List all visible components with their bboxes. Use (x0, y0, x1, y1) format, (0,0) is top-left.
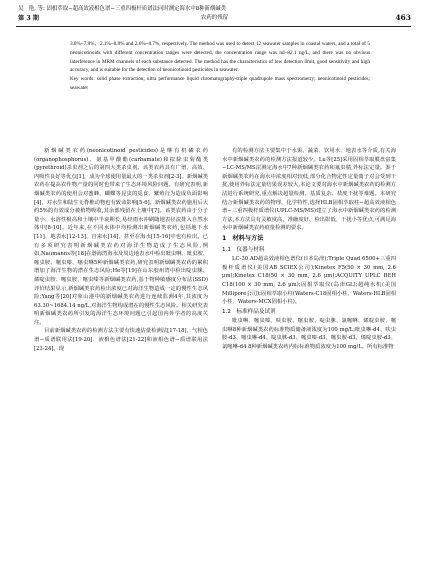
page-number: 463 (395, 13, 411, 22)
methods-review-paragraph: 目前新烟碱类农药的检测方法主要有快速估量检测法[17-18]、气相色谱−质谱联用法[19-20]、液相色谱法[21-22]和液相色谱−质谱联用法[23-24]。现 (34, 328, 208, 352)
subsection-heading-instruments: 1.1 仪器与材料 (222, 246, 265, 253)
abstract-keywords: Key words: solid phase extraction; ultra performance liquid chromatography-triple quadrupole mass spectrometry; neonicotinoid pesticides; seawater (70, 76, 370, 91)
running-header (18, 4, 411, 26)
left-column (34, 147, 208, 353)
introduction-continuation: 有的检测方法主要集中于水果、蔬菜、饮用水、地表水等介质,有关海水中新烟碱类农药的检测方法报道较少。Lu等[25]采用固相萃取膜盘富集−LC-MS/MS法测定海水中7种新烟碱类农药和氟虫腈,外标法定量。鉴于新烟碱类农药在海水中浓度相对较低,部分化合物定性定量离子对会受到干扰,使用外标法定量结果误差较大,本论文要对海水中新烟碱类农药的检测方法进行系统研究,重点解决超量检测、基质复杂、盐度干扰等难题。本研究结合新烟碱类农药的物理、化学特性,选择HLB固相萃取柱−超高效液相色谱−三重四极杆质谱仪(UPLC-MS/MS)建立了海水中新烟碱类农药的检测方法,本方法具有灵敏度高、准确度好、检出限低、干扰小等优点,可满足海水中新烟碱类农药痕量检测的要求。 (222, 148, 396, 232)
english-abstract (70, 40, 370, 93)
issue-number: 第 3 期 (18, 15, 39, 22)
right-column (222, 147, 396, 352)
header-title-continuation: 农药的残留 (201, 15, 228, 21)
header-title-line: 吴 艳, 等: 固相萃取−超高效液相色谱−三重四极杆质谱法同时测定海水中8种新烟碱类 (18, 6, 227, 12)
instruments-paragraph: LC-30 AD超高效液相色谱仪(日本岛津);Triple Quad 6500+三重四极杆质谱仪(美国AB SCIEX公司);Kinetex F5(50 × 30 mm, 2.6 μm);Kinetex C18(50 × 30 mm, 2.6 μm);ACQUITY UPLC BEH C18(100 × 30 mm, 2.6 μm);固相萃取仪(岛津GL);超纯水机(美国Millipore公司);固相萃取小柱(Waters-C18固相小柱、Waters-HLB固相小柱、Waters-MCX固相小柱)。 (222, 256, 396, 306)
introduction-paragraph: 新烟碱类农药(neonicotinoid pesticides)是继有机磷农药(organophosphorus)、氨基甲酸酯(carbamate)和拟除虫菊酯类(pyrethroid)杀虫剂之后的第四大类杀虫剂。该类农药具有广谱、高效、内吸性良好等优点[1]，成为全球使用量最大的一类杀虫剂[2-3]。新烟碱类农药在提高农作物产量的同时也带来了生态环境风险问题。有研究表明,新烟碱类农药的使用会对蜜蜂、蝴蝶等昆虫的觅食、繁殖行为造成负面影响[4]，对水生和陆生无脊椎动物也有致命影响[5-6]。新烟碱类农药施用后大约5%的有效成分被植物吸收,其余部残留在土壤中[7]。该类农药由于分子量小、水溶性极高和土壤中半衰期长,易经雨水冲刷随地表径流排入自然水体中[8-10]。近年来,在不同水体中均检测出新烟碱类农药,包括地下水[11]、地表水[12-13]、自来水[14]、甚至在海水[15-16]中也有检出。已有多项研究表明新烟碱类农药对海洋生物造成了生态风险,例如,Naumanns等[18]在渤海湾海水及周边地表水中检出吡虫啉、吡虫胺、噻虫胺、噻虫嗪、噻虫啉5种新烟碱类农药,研究表明新烟碱类农药的累积增加了海洋生物的潜在生态风险;He等[19]在山东胶州湾中检出啶虫脒、烯啶虫胺、噻虫胺、噻虫嗪等新烟碱类农药,基于物种敏感度分布法(SSD)评价结果显示,新烟碱类农药检出浓度已对海洋生物造成一定的慢性生态风险;Yang等[20]对象山港中的新烟碱类农药进行连续监测4年,其浓度为63.30~1684.14 ng/L,对海洋生物构成潜在的慢性生态风险。相关研究表明新烟碱类农药所引发的海洋生态环境问题已引起国内外学者的高度关注。 (34, 148, 208, 326)
abstract-text: 3.0%~7.8%，2.1%~8.8% and 2.6%~8.7%, respectively. The method was used to detect 12 seawater samples in coastal waters, and a total of 5 neonicotinoids with different concentration ranges were detected, the concentration range was nd~82.1 ng/L, and there was no obvious interference in MRM channels of each substance detected. The method has the characteristics of low detection limit, good sensitivity and high accuracy, and is suitable for the detection of neonicotinoid pesticides in seawater. (70, 41, 370, 74)
header-rule (16, 26, 411, 27)
subsection-heading-standards: 1.2 标准样品及试剂 (222, 308, 276, 315)
standards-paragraph: 吡虫啉、噻虫嗪、呋虫胺、噻虫胺、啶虫脒、氯噻啉、烯啶虫胺、噻虫啉8种新烟碱类农药标准物质储备液浓度为100 mg/L;吡虫啉-d4、呋虫胺-d3、噻虫啉-d4、啶虫脒-d3、噻虫嗪-d3、噻虫胺-d3、烯啶虫胺-d3、氯噻啉-d4 8种新烟碱类农药内标标准物质浓度为100 mg/L。所有标准物 (222, 318, 396, 351)
section-heading-materials-methods: 1 材料与方法 (222, 234, 264, 242)
